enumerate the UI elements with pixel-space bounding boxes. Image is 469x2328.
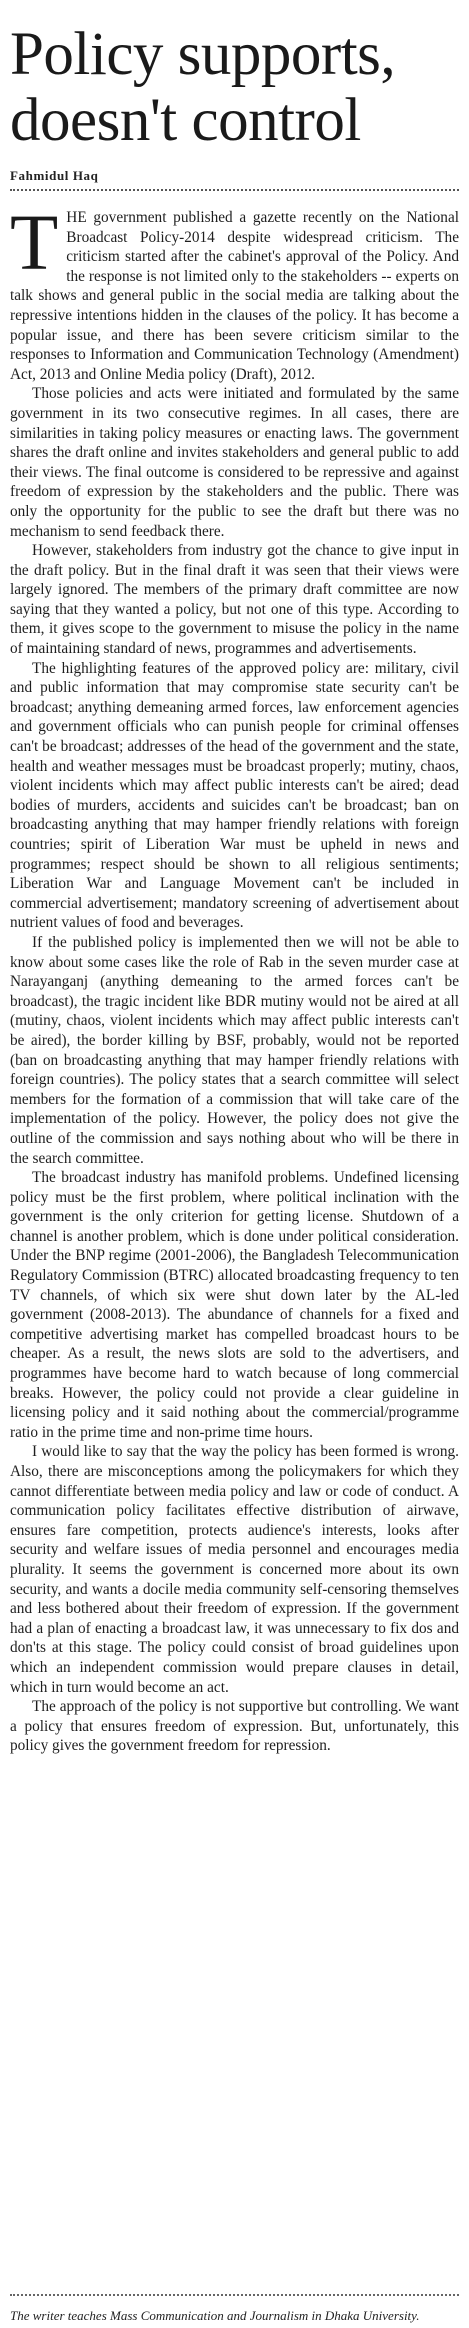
paragraph-1-text: HE government published a gazette recently on the National Broadcast Policy-2014 despite widespread criticism. The criticism started after the cabinet's approval of the Policy. And the response is not limited only to the stakeholders -- experts on talk shows and general public in the social media are talking about the repressive intentions hidden in the clauses of the policy. It has become a popular issue, and there has been severe criticism similar to the responses to Information and Communication Technology (Amendment) Act, 2013 and Online Media policy (Draft), 2012. xyxy=(10,209,459,383)
footer-divider xyxy=(10,2294,459,2296)
byline-divider xyxy=(10,189,459,191)
byline: Fahmidul Haq xyxy=(10,168,99,183)
paragraph-6: The broadcast industry has manifold problems. Undefined licensing policy must be the first problem, where political inclination with the government is the only criterion for getting license. Shutdown of a channel is another problem, which is done under political consideration. Under the BNP regime (2001-2006), the Bangladesh Telecommunication Regulatory Commission (BTRC) allocated broadcasting frequency to ten TV channels, of which six were shut down later by the AL-led government (2008-2013). The abundance of channels for a fixed and competitive advertising market has compelled broadcast hours to be cheaper. As a result, the news slots are sold to the advertisers, and programmes have become hard to watch because of long commercial breaks. However, the policy could not provide a clear guideline in licensing policy and it said nothing about the commercial/programme ratio in the prime time and non-prime time hours. xyxy=(10,1169,459,1441)
author-note: The writer teaches Mass Communication and Journalism in Dhaka University. xyxy=(10,2308,420,2323)
paragraph-5: If the published policy is implemented then we will not be able to know about some cases like the role of Rab in the seven murder case at Narayanganj (anything demeaning to the armed forces can't be broadcast), the tragic incident like BDR mutiny would not be aired at all (mutiny, chaos, violent incidents which may affect public interests can't be aired), the border killing by BSF, probably, would not be reported (ban on broadcasting anything that may hamper friendly relations with foreign countries). The policy states that a search committee will select members for the formation of a commission that will take care of the implementation of the policy. However, the policy does not give the outline of the commission and says nothing about who will be there in the search committee. xyxy=(10,933,459,1167)
paragraph-4: The highlighting features of the approved policy are: military, civil and public information that may compromise state security can't be broadcast; anything demeaning armed forces, law enforcement agencies and government officials who can punish people for criminal offenses can't be broadcast; addresses of the head of the government and the state, health and weather messages must be broadcast properly; mutiny, chaos, violent incidents which may affect public interests can't be aired; dead bodies of murders, accidents and suicides can't be broadcast; ban on broadcasting anything that may hamper friendly relations with foreign countries; spirit of Liberation War must be upheld in news and programmes; respect should be shown to all religious sentiments; Liberation War and Language Movement can't be included in commercial advertisement; mandatory screening of advertisement about nutrient values of food and beverages. xyxy=(10,659,459,932)
paragraph-7: I would like to say that the way the policy has been formed is wrong. Also, there are misconceptions among the policymakers for which they cannot differentiate between media policy and law or code of conduct. A communication policy facilitates effective distribution of airwave, ensures fare competition, protects audience's interests, looks after security and welfare issues of media personnel and encourages media plurality. It seems the government is concerned more about its own security, and wants a docile media community self-censoring themselves and less bothered about their freedom of expression. If the government had a plan of enacting a broadcast law, it was unnecessary to fix dos and don'ts at this stage. The policy could consist of broad guidelines upon which an independent commission would prepare clauses in detail, which in turn would become an act. xyxy=(10,1443,459,1696)
paragraph-8: The approach of the policy is not supportive but controlling. We want a policy that ensures freedom of expression. But, unfortunately, this policy gives the government freedom for repression. xyxy=(10,1698,459,1755)
headline: Policy supports, doesn't control xyxy=(10,21,396,154)
paragraph-1 xyxy=(10,200,459,384)
drop-cap: T xyxy=(10,200,59,287)
article-body xyxy=(10,200,459,1756)
paragraph-3: However, stakeholders from industry got the chance to give input in the draft policy. But in the final draft it was seen that their views were largely ignored. The members of the primary draft committee are now saying that they wanted a policy, but not one of this type. According to them, it gives scope to the government to misuse the policy in the name of maintaining standard of news, programmes and advertisements. xyxy=(10,542,459,658)
paragraph-2: Those policies and acts were initiated and formulated by the same government in its two consecutive regimes. In all cases, there are similarities in taking policy measures or enacting laws. The government shares the draft online and invites stakeholders and general public to add their views. The final outcome is considered to be repressive and against freedom of expression by the stakeholders and the public. There was only the opportunity for the public to see the draft but there was no mechanism to send feedback there. xyxy=(10,385,459,540)
